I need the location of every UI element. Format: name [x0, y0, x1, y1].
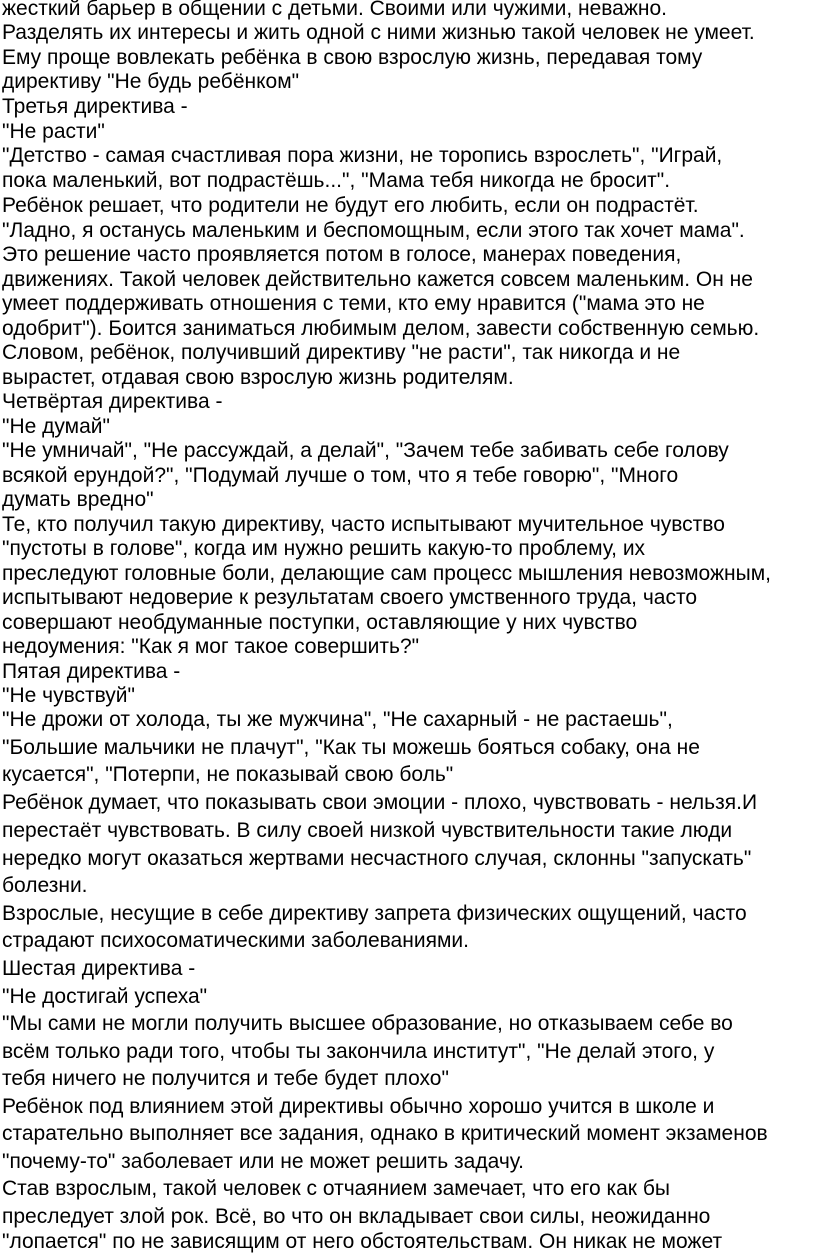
text-line: вырастет, отдавая свою взрослую жизнь родителям. [2, 366, 514, 389]
text-line: Словом, ребёнок, получивший директиву "не расти", так никогда и не [2, 341, 681, 364]
text-line: страдают психосоматическими заболеваниями. [2, 929, 469, 952]
text-line: "лопается" по не зависящим от него обстоятельствам. Он никак не может [2, 1230, 723, 1253]
text-line: Став взрослым, такой человек с отчаянием замечает, что его как бы [2, 1177, 670, 1200]
text-line: недоумения: "Как я мог такое совершить?" [2, 635, 420, 658]
text-line: Ребёнок под влиянием этой директивы обычно хорошо учится в школе и [2, 1095, 715, 1118]
text-line: преследуют головные боли, делающие сам процесс мышления невозможным, [2, 562, 771, 585]
text-line: думать вредно" [2, 488, 154, 511]
text-line: "почему-то" заболевает или не может решить задачу. [2, 1150, 525, 1173]
text-line: Четвёртая директива - [2, 390, 223, 413]
text-line: Ему проще вовлекать ребёнка в свою взрослую жизнь, передавая тому [2, 46, 703, 69]
text-line: Шестая директива - [2, 957, 196, 980]
text-line: Пятая директива - [2, 660, 181, 683]
text-line: кусается", "Потерпи, не показывай свою боль" [2, 763, 454, 786]
text-line: тебя ничего не получится и тебе будет плохо" [2, 1067, 449, 1090]
text-line: жесткий барьер в общении с детьми. Своими или чужими, неважно. [2, 0, 668, 20]
text-line: "Не дрожи от холода, ты же мужчина", "Не сахарный - не растаешь", [2, 708, 673, 731]
text-line: "пустоты в голове", когда им нужно решить какую-то проблему, их [2, 537, 646, 560]
text-line: Те, кто получил такую директиву, часто испытывают мучительное чувство [2, 513, 725, 536]
text-line: пока маленький, вот подрастёшь...", "Мама тебя никогда не бросит". [2, 169, 671, 192]
text-line: испытывают недоверие к результатам своего умственного труда, часто [2, 586, 697, 609]
text-line: движениях. Такой человек действительно кажется совсем маленьким. Он не [2, 268, 753, 291]
text-line: "Детство - самая счастливая пора жизни, не торопись взрослеть", "Играй, [2, 144, 723, 167]
text-line: директиву "Не будь ребёнком" [2, 70, 300, 93]
text-line: преследует злой рок. Всё, во что он вкладывает свои силы, неожиданно [2, 1205, 711, 1228]
text-line: "Не умничай", "Не рассуждай, а делай", "Зачем тебе забивать себе голову [2, 439, 729, 462]
text-line: всём только ради того, чтобы ты закончила институт", "Не делай этого, у [2, 1040, 715, 1063]
text-line: перестаёт чувствовать. В силу своей низкой чувствительности такие люди [2, 819, 733, 842]
text-line: болезни. [2, 874, 88, 897]
text-line: одобрит"). Боится заниматься любимым делом, завести собственную семью. [2, 317, 760, 340]
text-line: "Не расти" [2, 120, 105, 143]
text-line: умеет поддерживать отношения с теми, кто ему нравится ("мама это не [2, 292, 705, 315]
text-line: Взрослые, несущие в себе директиву запрета физических ощущений, часто [2, 902, 747, 925]
text-line: "Не достигай успеха" [2, 985, 208, 1008]
text-line: "Не чувствуй" [2, 684, 135, 707]
text-line: всякой ерундой?", "Подумай лучше о том, что я тебе говорю", "Много [2, 464, 679, 487]
text-line: Ребёнок думает, что показывать свои эмоции - плохо, чувствовать - нельзя.И [2, 791, 758, 814]
text-line: Третья директива - [2, 95, 188, 118]
text-line: нередко могут оказаться жертвами несчастного случая, склонны "запускать" [2, 847, 752, 870]
text-line: "Ладно, я останусь маленьким и беспомощным, если этого так хочет мама". [2, 219, 745, 242]
text-line: "Большие мальчики не плачут", "Как ты можешь бояться собаку, она не [2, 736, 700, 759]
text-line: "Не думай" [2, 415, 110, 438]
text-line: Разделять их интересы и жить одной с ними жизнью такой человек не умеет. [2, 21, 755, 44]
text-line: Ребёнок решает, что родители не будут его любить, если он подрастёт. [2, 194, 699, 217]
text-line: Это решение часто проявляется потом в голосе, манерах поведения, [2, 243, 682, 266]
text-line: старательно выполняет все задания, однако в критический момент экзаменов [2, 1122, 768, 1145]
text-line: "Мы сами не могли получить высшее образование, но отказываем себе во [2, 1012, 733, 1035]
text-line: совершают необдуманные поступки, оставляющие у них чувство [2, 611, 638, 634]
